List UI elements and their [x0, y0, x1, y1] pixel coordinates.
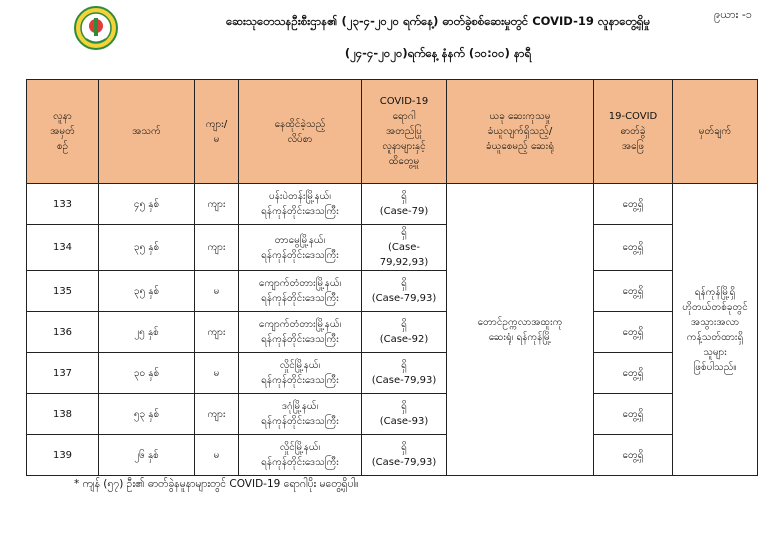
header-lab-result: 19-COVID ဓာတ်ခွဲ အဖြေ: [594, 80, 673, 184]
case-number: 139: [27, 435, 99, 476]
table-row: [27, 435, 758, 476]
covid-cases-table: [26, 79, 758, 476]
table-row: [27, 312, 758, 353]
ministry-emblem-icon: [74, 6, 118, 50]
sex: မ: [195, 271, 239, 312]
address: လှိုင်မြို့နယ်၊ ရန်ကုန်တိုင်းဒေသကြီး: [239, 435, 362, 476]
age: ၅၃ နှစ်: [99, 394, 195, 435]
case-number: 138: [27, 394, 99, 435]
sex: မ: [195, 435, 239, 476]
address: ဒဂုံမြို့နယ်၊ ရန်ကုန်တိုင်းဒေသကြီး: [239, 394, 362, 435]
lab-result: တွေ့ရှိ: [594, 394, 673, 435]
address: လှိုင်မြို့နယ်၊ ရန်ကုန်တိုင်းဒေသကြီး: [239, 353, 362, 394]
age: ၂၆ နှစ်: [99, 435, 195, 476]
table-row: [27, 271, 758, 312]
address: ကျောက်တံတားမြို့နယ်၊ ရန်ကုန်တိုင်းဒေသကြီး: [239, 271, 362, 312]
lab-result: တွေ့ရှိ: [594, 184, 673, 225]
sex: ကျား: [195, 394, 239, 435]
lab-result: တွေ့ရှိ: [594, 225, 673, 271]
lab-result: တွေ့ရှိ: [594, 312, 673, 353]
table-row: [27, 225, 758, 271]
header-age: အသက်: [99, 80, 195, 184]
header-address: နေထိုင်ခဲ့သည့် လိပ်စာ: [239, 80, 362, 184]
table-row: [27, 394, 758, 435]
footnote: * ကျန် (၅၇) ဦး၏ ဓာတ်ခွဲနမူနာများတွင် COVID-19 ရောဂါပိုး မတွေ့ရှိပါ။: [74, 478, 359, 490]
case-number: 134: [27, 225, 99, 271]
lab-result: တွေ့ရှိ: [594, 271, 673, 312]
case-number: 133: [27, 184, 99, 225]
case-number: 135: [27, 271, 99, 312]
header-contact: COVID-19 ရောဂါ အတည်ပြု လူနာများနှင့် ထိတွေ့မှု: [362, 80, 447, 184]
contact: ရှိ (Case-92): [362, 312, 447, 353]
age: ၄၅ နှစ်: [99, 184, 195, 225]
contact: ရှိ (Case-79,93): [362, 435, 447, 476]
age: ၃၀ နှစ်: [99, 353, 195, 394]
lab-result: တွေ့ရှိ: [594, 435, 673, 476]
sex: ကျား: [195, 184, 239, 225]
contact: ရှိ (Case-79): [362, 184, 447, 225]
table-header-row: [27, 80, 758, 184]
contact: ရှိ (Case-79,93): [362, 271, 447, 312]
age: ၃၅ နှစ်: [99, 271, 195, 312]
header-case-number: လူနာ အမှတ် စဉ်: [27, 80, 99, 184]
sex: မ: [195, 353, 239, 394]
lab-result: တွေ့ရှိ: [594, 353, 673, 394]
age: ၂၅ နှစ်: [99, 312, 195, 353]
page-number: ၉ယား -၁: [714, 8, 752, 21]
address: ပန်းပဲတန်းမြို့နယ်၊ ရန်ကုန်တိုင်းဒေသကြီး: [239, 184, 362, 225]
header-sex: ကျား/ မ: [195, 80, 239, 184]
table-row: [27, 184, 758, 225]
contact: ရှိ (Case-79,92,93): [362, 225, 447, 271]
sex: ကျား: [195, 312, 239, 353]
case-number: 137: [27, 353, 99, 394]
header-hospital: ယခု ဆေးကုသမှု ခံယူလျက်ရှိသည့်/ ခံယူစေမည့် ဆေးရုံ: [447, 80, 594, 184]
age: ၃၅ နှစ်: [99, 225, 195, 271]
hospital-cell: တောင်ဥက္ကလာအထူးကု ဆေးရုံ၊ ရန်ကုန်မြို့: [447, 184, 594, 476]
report-title: ဆေးသုတေသနဦးစီးဌာန၏ (၂၃-၄-၂၀၂၀ ရက်နေ့) ဓာတ်ခွဲစစ်ဆေးမှုတွင် COVID-19 လူနာတွေ့ရှိမှု: [226, 14, 650, 28]
contact: ရှိ (Case-79,93): [362, 353, 447, 394]
address: ကျောက်တံတားမြို့နယ်၊ ရန်ကုန်တိုင်းဒေသကြီး: [239, 312, 362, 353]
report-subtitle: (၂၄-၄-၂၀၂၀)ရက်နေ့ နံနက် (၁၀:၀၀) နာရီ: [344, 46, 532, 60]
address: တာမွေမြို့နယ်၊ ရန်ကုန်တိုင်းဒေသကြီး: [239, 225, 362, 271]
sex: ကျား: [195, 225, 239, 271]
contact: ရှိ (Case-93): [362, 394, 447, 435]
remarks-cell: ရန်ကုန်မြို့ရှိ ဟိုတယ်တစ်ခုတွင် အသွားအလာ ကန့်သတ်ထားရှိသူများ ဖြစ်ပါသည်။: [673, 184, 758, 476]
header-remarks: မှတ်ချက်: [673, 80, 758, 184]
case-number: 136: [27, 312, 99, 353]
table-row: [27, 353, 758, 394]
